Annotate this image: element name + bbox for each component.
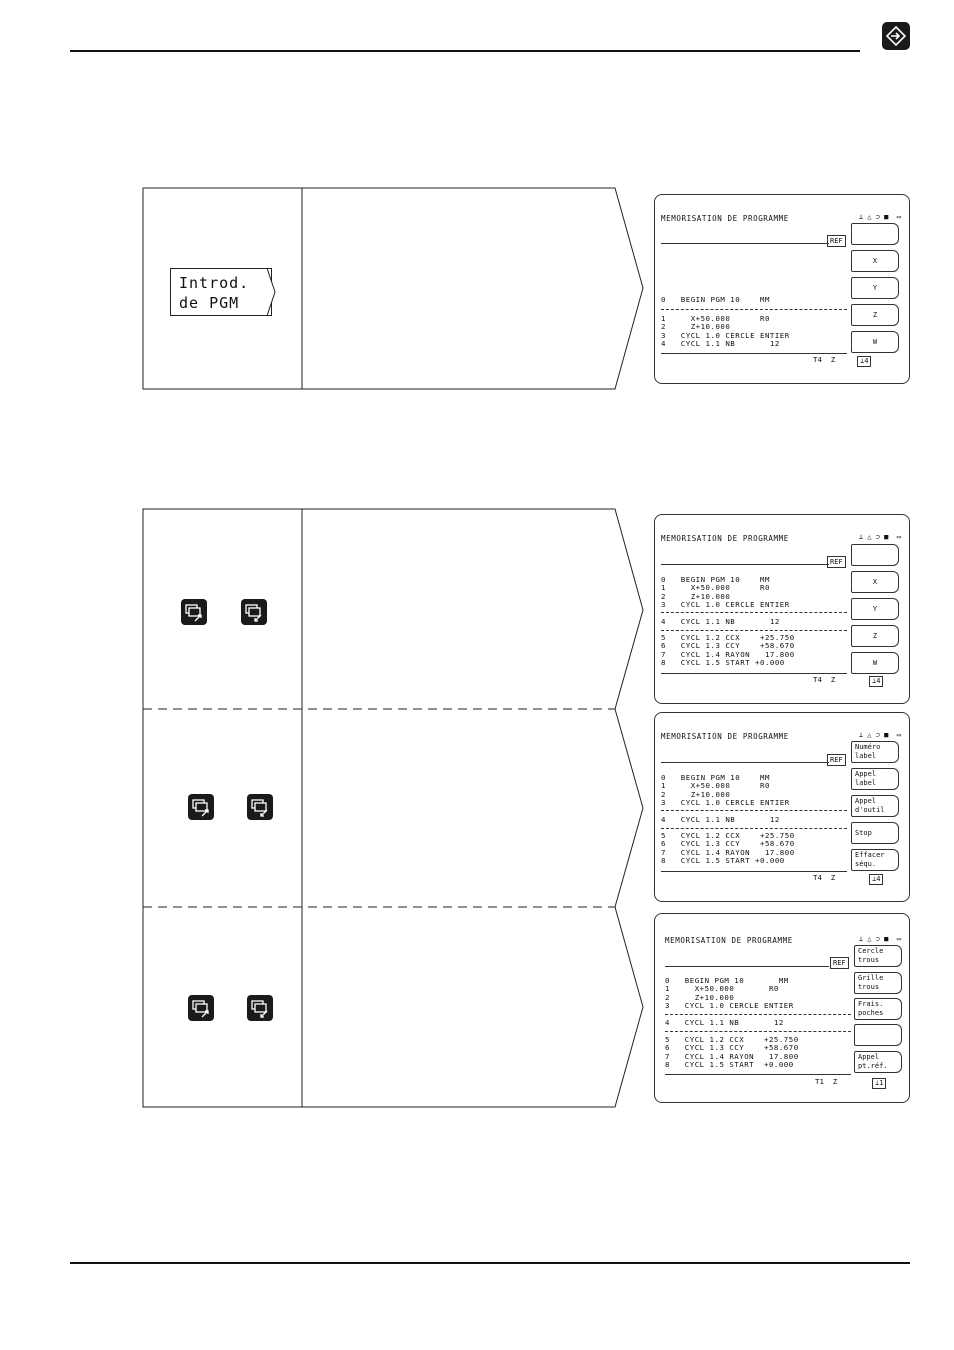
softkey-x[interactable] [851,250,899,272]
separator [661,612,847,613]
softkey-label: séqu. [855,860,877,868]
softkey-label: Cercle [858,947,884,955]
program-block-current: 4 CYCL 1.1 NB 12 [665,1018,784,1027]
separator [661,630,847,631]
softkey-stop[interactable] [851,822,899,844]
program-blocks: 0 BEGIN PGM 10 MM 1 X+50.000 R0 2 Z+10.000 3 CYCL 1.0 CERCLE ENTIER [665,976,794,1011]
softkey-label: label [855,779,877,787]
softkey-label: W [872,337,878,346]
softkey-w[interactable] [851,652,899,674]
softkey-x[interactable] [851,571,899,593]
ref-indicator: REF [827,754,846,766]
tool-axis-status: T4 Z [813,873,836,882]
status-icons: ⊥ △ ⊃ ■ ▭ [858,213,901,221]
softkey-numero-label[interactable] [851,741,899,763]
screen-title: MEMORISATION DE PROGRAMME [661,534,789,543]
input-line [661,564,829,565]
page-number: 4 [876,677,881,685]
softkey-label: Z [872,310,878,319]
softkey-label-line1: Introd. [179,274,250,292]
page-down-icon[interactable] [247,794,273,820]
page-down-icon[interactable] [247,995,273,1021]
program-block-current: 4 CYCL 1.1 NB 12 [661,617,780,626]
program-block: 0 BEGIN PGM 10 MM [661,295,770,304]
softkey-label: pt.réf. [858,1062,888,1070]
screen-title: MEMORISATION DE PROGRAMME [661,732,789,741]
ref-indicator: REF [830,957,849,969]
softkey-label: Frais. [858,1000,884,1008]
softkey-label: Y [872,604,878,613]
softkey-y[interactable] [851,598,899,620]
status-icons: ⊥ △ ⊃ ■ ▭ [858,731,901,739]
softkey-appel-pt-ref[interactable] [854,1051,902,1073]
program-blocks: 0 BEGIN PGM 10 MM 1 X+50.000 R0 2 Z+10.000 3 CYCL 1.0 CERCLE ENTIER [661,575,790,610]
ref-indicator: REF [827,556,846,568]
separator [661,828,847,829]
softkey-label: Z [872,631,878,640]
screen-title: MEMORISATION DE PROGRAMME [661,214,789,223]
softkey-label: Grille [858,974,884,982]
page-indicator: ⊥4 [857,356,871,367]
separator [661,871,847,872]
input-line [665,966,829,967]
softkey-label: Appel [855,770,877,778]
page-number: 1 [879,1079,884,1087]
softkey-w[interactable] [851,331,899,353]
program-block-current: 4 CYCL 1.1 NB 12 [661,815,780,824]
program-blocks: 5 CYCL 1.2 CCX +25.750 6 CYCL 1.3 CCY +58.670 7 CYCL 1.4 RAYON 17.800 8 CYCL 1.5 START +0.000 [665,1035,799,1070]
softkey-z[interactable] [851,304,899,326]
softkey-blank[interactable] [854,1024,902,1046]
softkey-label: Y [872,283,878,292]
separator [661,810,847,811]
page-up-icon[interactable] [188,995,214,1021]
softkey-label: X [872,577,878,586]
separator [661,309,847,310]
separator [665,1074,851,1075]
softkey-label: X [872,256,878,265]
tool-axis-status: T4 Z [813,675,836,684]
softkey-appel-outil[interactable] [851,795,899,817]
softkey-y[interactable] [851,277,899,299]
page-up-icon[interactable] [188,794,214,820]
tnc-screen [654,913,910,1103]
softkey-label: Effacer [855,851,885,859]
softkey-label: Numéro [855,743,881,751]
softkey-label: Stop [855,828,872,837]
page-up-icon[interactable] [181,599,207,625]
softkey-label: Appel [855,797,877,805]
separator [665,1031,851,1032]
softkey-label: label [855,752,877,760]
screen-title: MEMORISATION DE PROGRAMME [665,936,793,945]
program-blocks: 0 BEGIN PGM 10 MM 1 X+50.000 R0 2 Z+10.000 3 CYCL 1.0 CERCLE ENTIER [661,773,790,808]
program-blocks: 5 CYCL 1.2 CCX +25.750 6 CYCL 1.3 CCY +58.670 7 CYCL 1.4 RAYON 17.800 8 CYCL 1.5 START +0.000 [661,831,795,866]
page-indicator: ⊥1 [872,1078,886,1089]
softkey-label: poches [858,1009,884,1017]
tnc-screen [654,514,910,704]
page-indicator: ⊥4 [869,676,883,687]
softkey-label: d'outil [855,806,885,814]
softkey-label-line2: de PGM [179,294,240,312]
separator [661,353,847,354]
softkey-frais-poches[interactable] [854,998,902,1020]
softkey-label: trous [858,983,880,991]
softkey-blank[interactable] [851,544,899,566]
page-number: 4 [876,875,881,883]
program-blocks: 5 CYCL 1.2 CCX +25.750 6 CYCL 1.3 CCY +58.670 7 CYCL 1.4 RAYON 17.800 8 CYCL 1.5 START +0.000 [661,633,795,668]
separator [665,1014,851,1015]
softkey-grille-trous[interactable] [854,972,902,994]
softkey-cercle-trous[interactable] [854,945,902,967]
ref-indicator: REF [827,235,846,247]
page-indicator: ⊥4 [869,874,883,885]
tnc-screen [654,712,910,902]
softkey-appel-label[interactable] [851,768,899,790]
status-icons: ⊥ △ ⊃ ■ ▭ [858,533,901,541]
softkey-label: W [872,658,878,667]
page-number: 4 [864,357,869,365]
tool-axis-status: T1 Z [815,1077,838,1086]
page-down-icon[interactable] [241,599,267,625]
introd-pgm-softkey[interactable] [170,268,272,316]
separator [661,673,847,674]
softkey-z[interactable] [851,625,899,647]
status-icons: ⊥ △ ⊃ ■ ▭ [858,935,901,943]
program-blocks: 1 X+50.000 R0 2 Z+10.000 3 CYCL 1.0 CERCLE ENTIER 4 CYCL 1.1 NB 12 [661,314,790,349]
tnc-screen [654,194,910,384]
softkey-blank[interactable] [851,223,899,245]
input-line [661,243,829,244]
input-line [661,762,829,763]
softkey-label: trous [858,956,880,964]
softkey-label: Appel [858,1053,880,1061]
softkey-effacer-sequ[interactable] [851,849,899,871]
tool-axis-status: T4 Z [813,355,836,364]
